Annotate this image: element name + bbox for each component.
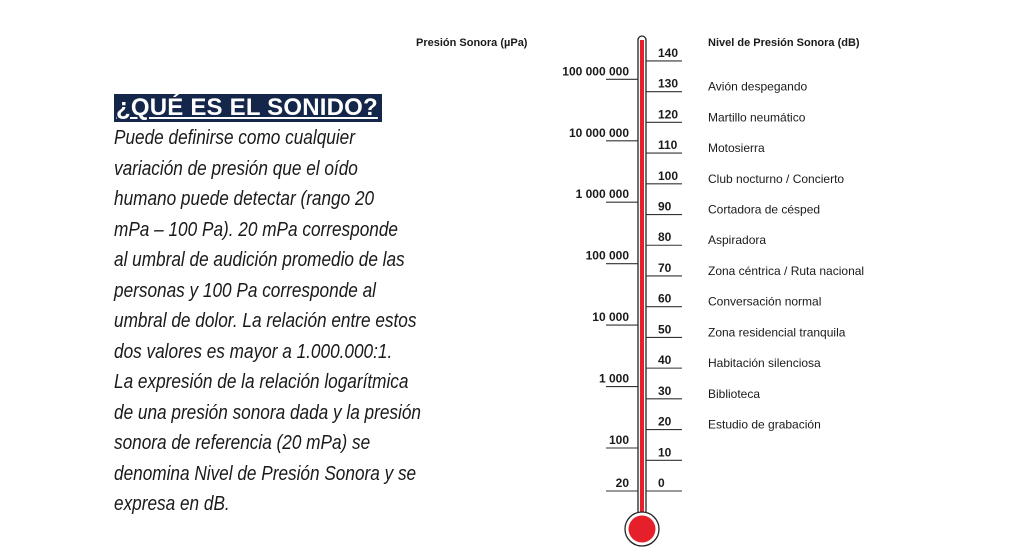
db-tick-label: 20 bbox=[658, 414, 672, 429]
intro-heading: ¿QUÉ ES EL SONIDO? bbox=[114, 94, 382, 122]
thermometer-tube bbox=[625, 36, 659, 546]
pressure-tick-label: 100 000 000 bbox=[562, 64, 629, 79]
sound-source-label: Club nocturno / Concierto bbox=[708, 171, 845, 186]
db-tick-label: 0 bbox=[658, 476, 665, 490]
db-tick-label: 100 bbox=[658, 168, 679, 183]
intro-body-line: humano puede detectar (rango 20 bbox=[114, 188, 375, 210]
intro-body-line: expresa en dB. bbox=[114, 493, 230, 515]
intro-body-line: La expresión de la relación logarítmica bbox=[114, 371, 409, 393]
db-tick-label: 30 bbox=[658, 383, 672, 398]
intro-body-line: mPa – 100 Pa). 20 mPa corresponde bbox=[114, 218, 398, 241]
sound-source-labels bbox=[708, 80, 864, 432]
sound-source-label: Zona residencial tranquila bbox=[708, 325, 846, 340]
db-axis-title: Nivel de Presión Sonora (dB) bbox=[708, 37, 860, 49]
sound-source-label: Aspiradora bbox=[708, 233, 767, 248]
pressure-tick-label: 100 000 bbox=[585, 248, 629, 263]
db-tick-label: 10 bbox=[658, 445, 672, 460]
intro-body-line: al umbral de audición promedio de las bbox=[114, 249, 405, 271]
intro-body-line: variación de presión que el oído bbox=[114, 157, 358, 180]
db-tick-label: 110 bbox=[658, 138, 678, 153]
sound-source-label: Avión despegando bbox=[708, 79, 808, 94]
pressure-tick-label: 10 000 000 bbox=[568, 125, 629, 140]
pressure-tick-label: 1 000 000 bbox=[575, 187, 629, 202]
db-tick-label: 60 bbox=[658, 291, 672, 306]
db-tick-label: 70 bbox=[658, 260, 672, 275]
db-tick-label: 120 bbox=[658, 107, 679, 122]
sound-source-label: Cortadora de césped bbox=[708, 202, 821, 217]
intro-body-line: dos valores es mayor a 1.000.000:1. bbox=[114, 340, 393, 363]
intro-body-line: denomina Nivel de Presión Sonora y se bbox=[114, 462, 417, 485]
sound-source-label: Habitación silenciosa bbox=[708, 356, 821, 371]
db-tick-label: 130 bbox=[658, 76, 679, 91]
db-tick-label: 90 bbox=[658, 199, 672, 214]
sound-source-label: Martillo neumático bbox=[708, 110, 806, 125]
db-tick-label: 40 bbox=[658, 353, 672, 368]
pressure-axis-title: Presión Sonora (µPa) bbox=[416, 37, 528, 49]
pressure-tick-label: 20 bbox=[615, 476, 629, 490]
sound-source-label: Motosierra bbox=[708, 141, 765, 156]
intro-body-line: personas y 100 Pa corresponde al bbox=[114, 279, 376, 302]
sound-source-label: Estudio de grabación bbox=[708, 417, 821, 432]
mercury-column bbox=[640, 40, 644, 530]
intro-body-line: umbral de dolor. La relación entre estos bbox=[114, 310, 417, 332]
pressure-tick-label: 10 000 bbox=[592, 310, 629, 325]
intro-body-line: sonora de referencia (20 mPa) se bbox=[114, 432, 371, 454]
pressure-tick-label: 1 000 bbox=[598, 371, 629, 386]
db-tick-marks bbox=[646, 46, 682, 491]
db-tick-label: 50 bbox=[658, 322, 672, 337]
intro-body-line: de una presión sonora dada y la presión bbox=[114, 401, 421, 424]
pressure-tick-label: 100 bbox=[608, 432, 629, 447]
sound-source-label: Conversación normal bbox=[708, 294, 822, 309]
sound-source-label: Biblioteca bbox=[708, 386, 761, 401]
pressure-tick-marks bbox=[562, 64, 638, 491]
bulb-mercury bbox=[629, 516, 656, 543]
db-tick-label: 80 bbox=[658, 230, 672, 245]
intro-body-line: Puede definirse como cualquier bbox=[114, 127, 355, 149]
sound-source-label: Zona céntrica / Ruta nacional bbox=[708, 263, 865, 278]
db-tick-label: 140 bbox=[658, 45, 679, 60]
